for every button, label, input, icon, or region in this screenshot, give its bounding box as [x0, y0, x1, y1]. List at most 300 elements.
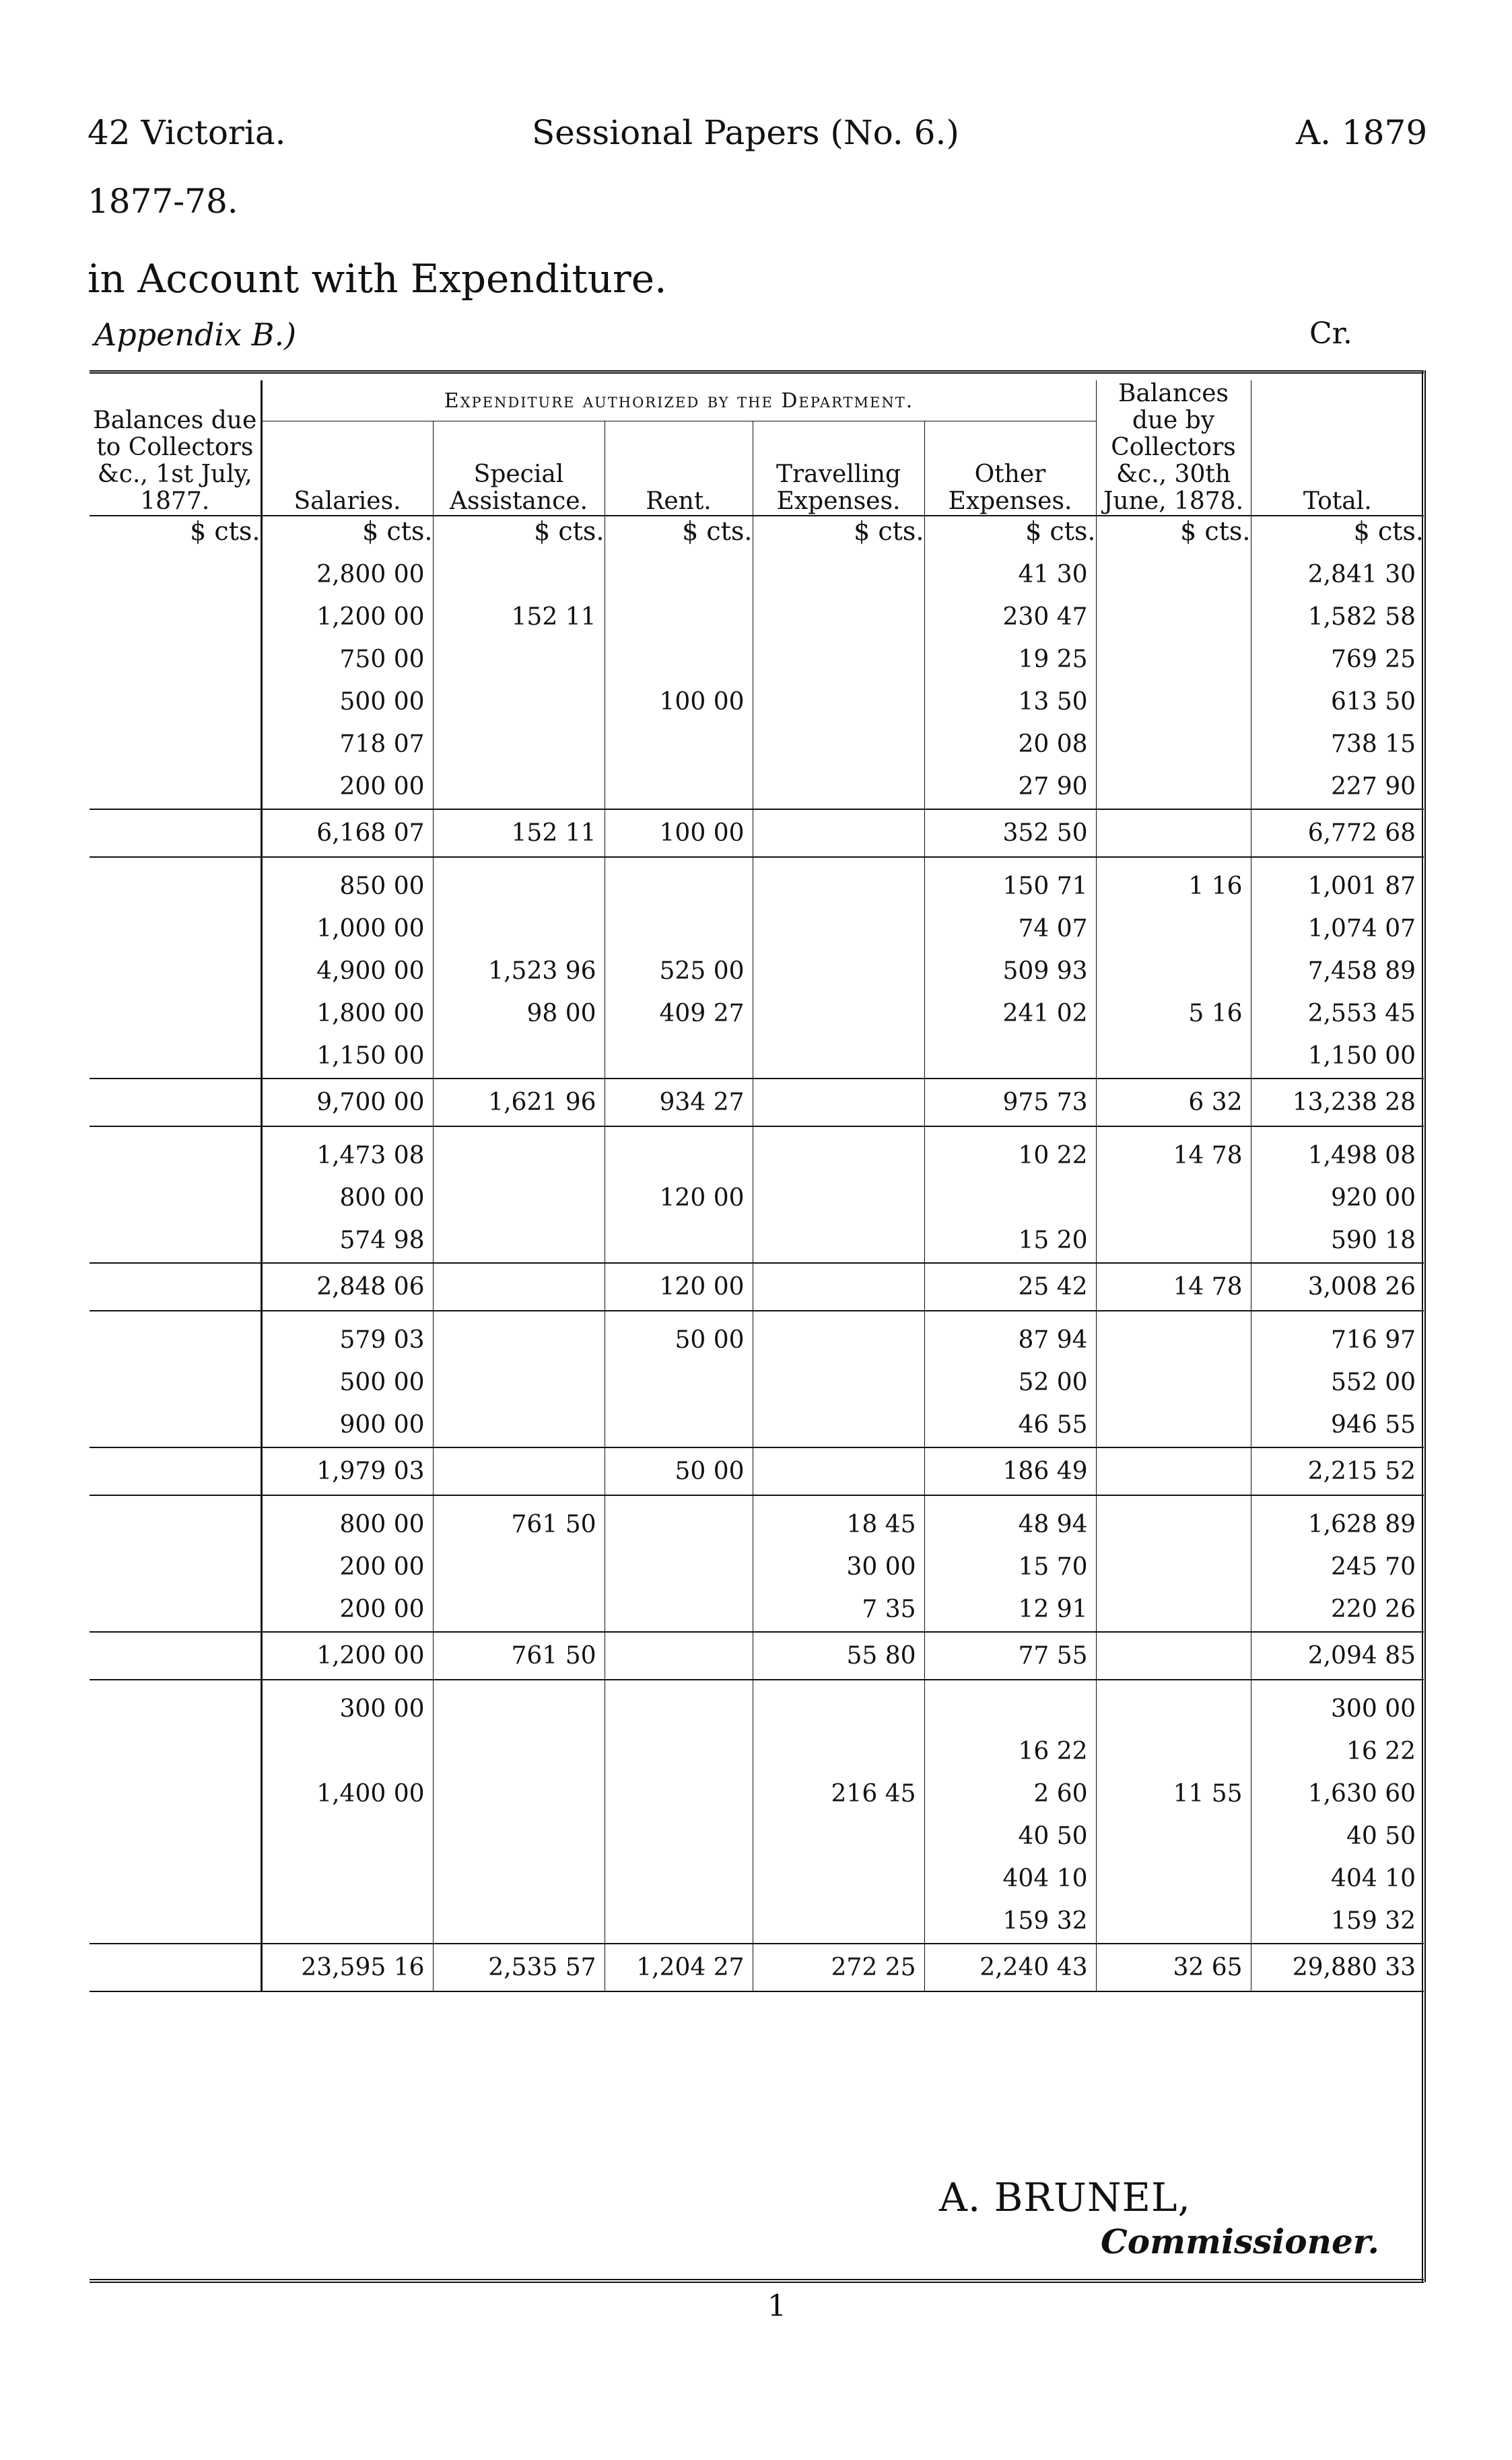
total-cell: 2,240 43 — [924, 1944, 1096, 1991]
document-title: in Account with Expenditure. — [88, 256, 667, 302]
table-cell: 1,473 08 — [316, 1142, 425, 1169]
table-cell — [433, 1538, 605, 1581]
total-cell: 1,204 27 — [605, 1944, 753, 1991]
table-row — [90, 1495, 1424, 1538]
bottom-rule — [90, 2279, 1424, 2283]
table-cell: 613 50 — [1251, 673, 1424, 716]
unit-cell: $ cts. — [1096, 516, 1251, 546]
total-cell — [90, 1263, 261, 1311]
table-cell: 1,400 00 — [316, 1780, 425, 1808]
table-cell — [1096, 943, 1251, 985]
table-cell — [605, 1581, 753, 1632]
table-cell: 2 60 — [924, 1765, 1096, 1808]
table-cell: 525 00 — [605, 943, 753, 985]
table-cell: 1,200 00 — [316, 603, 425, 631]
table-cell — [433, 1311, 605, 1354]
total-cell: 25 42 — [924, 1263, 1096, 1311]
table-cell — [753, 900, 924, 943]
table-cell — [605, 758, 753, 809]
table-cell: 1,630 60 — [1251, 1765, 1424, 1808]
table-cell — [433, 546, 605, 588]
table-row — [90, 1354, 1424, 1396]
table-cell: 7,458 89 — [1251, 943, 1424, 985]
table-cell: 19 25 — [924, 631, 1096, 673]
table-cell — [605, 1495, 753, 1538]
table-cell: 1,001 87 — [1251, 857, 1424, 900]
table-cell — [433, 631, 605, 673]
table-cell — [433, 1027, 605, 1079]
table-cell — [433, 900, 605, 943]
total-cell — [433, 1447, 605, 1495]
total-cell — [1096, 1632, 1251, 1680]
table-cell: 2,553 45 — [1251, 985, 1424, 1027]
table-row — [90, 588, 1424, 631]
total-cell: 29,880 33 — [1251, 1944, 1424, 1991]
table-cell — [1096, 1311, 1251, 1354]
table-cell — [433, 758, 605, 809]
table-cell: 227 90 — [1251, 758, 1424, 809]
table-cell — [1096, 900, 1251, 943]
table-cell — [433, 673, 605, 716]
table-cell — [753, 1680, 924, 1723]
table-cell: 574 98 — [339, 1227, 425, 1254]
table-cell — [433, 1396, 605, 1447]
table-cell: 409 27 — [605, 985, 753, 1027]
header-years: 1877-78. — [88, 182, 238, 221]
table-cell — [1096, 546, 1251, 588]
table-cell — [90, 857, 261, 900]
table-cell — [753, 758, 924, 809]
table-cell: 200 00 — [339, 1553, 425, 1581]
unit-cell: $ cts. — [261, 516, 433, 546]
table-cell: 1,628 89 — [1251, 1495, 1424, 1538]
table-row — [90, 1396, 1424, 1447]
table-cell — [433, 1808, 605, 1850]
table-cell: 500 00 — [339, 1369, 425, 1396]
table-cell — [753, 673, 924, 716]
table-cell: 150 71 — [924, 857, 1096, 900]
table-cell — [753, 588, 924, 631]
table-cell: 159 32 — [924, 1892, 1096, 1944]
total-cell: 934 27 — [605, 1079, 753, 1126]
table-cell: 98 00 — [433, 985, 605, 1027]
col-other-expenses: Other Expenses. — [924, 421, 1096, 516]
table-cell: 750 00 — [339, 646, 425, 673]
table-cell — [605, 1680, 753, 1723]
table-cell: 1,000 00 — [316, 915, 425, 943]
table-cell — [90, 1892, 261, 1944]
total-cell: 2,848 06 — [261, 1263, 433, 1311]
table-cell — [90, 1212, 261, 1263]
total-cell: 32 65 — [1096, 1944, 1251, 1991]
table-cell — [1096, 1892, 1251, 1944]
total-cell — [753, 1447, 924, 1495]
table-cell — [1096, 1169, 1251, 1212]
col-travelling-expenses: Travelling Expenses. — [753, 421, 924, 516]
table-cell: 716 97 — [1251, 1311, 1424, 1354]
table-cell: 1,074 07 — [1251, 900, 1424, 943]
expenditure-ledger — [90, 370, 1424, 1992]
table-cell: 200 00 — [339, 773, 425, 800]
table-row — [90, 1126, 1424, 1169]
col-rent: Rent. — [605, 421, 753, 516]
table-cell — [433, 857, 605, 900]
table-cell — [90, 1808, 261, 1850]
table-cell — [1096, 716, 1251, 758]
col-balances-due: Balances due to Collectors &c., 1st July, 1877. — [90, 380, 261, 516]
credit-label: Cr. — [1309, 316, 1352, 351]
table-cell: 579 03 — [339, 1326, 425, 1354]
table-cell — [753, 631, 924, 673]
unit-cell: $ cts. — [90, 516, 261, 546]
table-cell — [90, 1495, 261, 1538]
table-top-rule — [90, 370, 1424, 380]
table-cell — [90, 546, 261, 588]
signature-name: A. BRUNEL, — [939, 2175, 1191, 2220]
table-cell — [605, 1027, 753, 1079]
table-cell — [753, 857, 924, 900]
total-cell — [753, 1079, 924, 1126]
table-cell: 152 11 — [433, 588, 605, 631]
table-cell — [90, 1723, 261, 1765]
table-cell — [433, 1892, 605, 1944]
table-cell: 74 07 — [924, 900, 1096, 943]
table-cell — [433, 1581, 605, 1632]
total-cell: 352 50 — [924, 809, 1096, 857]
table-cell: 5 16 — [1096, 985, 1251, 1027]
table-cell — [90, 900, 261, 943]
table-cell: 761 50 — [433, 1495, 605, 1538]
table-cell — [753, 1396, 924, 1447]
table-cell — [605, 1765, 753, 1808]
table-cell — [605, 546, 753, 588]
table-cell — [605, 1892, 753, 1944]
table-cell — [433, 1126, 605, 1169]
table-cell — [90, 943, 261, 985]
total-cell: 2,215 52 — [1251, 1447, 1424, 1495]
table-cell: 14 78 — [1096, 1126, 1251, 1169]
total-row — [90, 1263, 1424, 1311]
table-cell — [90, 1581, 261, 1632]
ledger-body — [90, 546, 1424, 1991]
table-cell — [753, 1027, 924, 1079]
table-row — [90, 1765, 1424, 1808]
table-cell — [924, 1169, 1096, 1212]
header-center: Sessional Papers (No. 6.) — [532, 113, 959, 152]
table-cell — [90, 758, 261, 809]
table-cell — [433, 1850, 605, 1892]
table-cell — [90, 1169, 261, 1212]
table-cell — [605, 588, 753, 631]
total-cell: 1,979 03 — [261, 1447, 433, 1495]
table-cell — [924, 1680, 1096, 1723]
table-row — [90, 1169, 1424, 1212]
table-row — [90, 716, 1424, 758]
table-cell — [1096, 758, 1251, 809]
table-cell — [261, 1808, 433, 1850]
table-cell — [433, 1212, 605, 1263]
table-cell — [753, 1723, 924, 1765]
table-cell — [605, 1538, 753, 1581]
table-cell: 800 00 — [339, 1511, 425, 1538]
unit-cell: $ cts. — [605, 516, 753, 546]
total-cell — [90, 1944, 261, 1991]
table-cell: 100 00 — [605, 673, 753, 716]
table-cell: 245 70 — [1251, 1538, 1424, 1581]
total-row — [90, 1079, 1424, 1126]
table-cell — [753, 943, 924, 985]
table-cell: 41 30 — [924, 546, 1096, 588]
table-cell: 300 00 — [339, 1695, 425, 1723]
col-salaries: Salaries. — [294, 487, 401, 515]
table-cell — [924, 1027, 1096, 1079]
table-cell: 738 15 — [1251, 716, 1424, 758]
total-cell: 77 55 — [924, 1632, 1096, 1680]
table-cell — [90, 1354, 261, 1396]
table-cell: 404 10 — [1251, 1850, 1424, 1892]
total-cell: 2,094 85 — [1251, 1632, 1424, 1680]
table-cell — [753, 1354, 924, 1396]
table-cell: 552 00 — [1251, 1354, 1424, 1396]
table-cell — [1096, 1723, 1251, 1765]
table-cell — [90, 1027, 261, 1079]
units-row — [90, 516, 1424, 546]
table-cell — [605, 1354, 753, 1396]
table-cell: 16 22 — [1251, 1723, 1424, 1765]
total-cell — [90, 1079, 261, 1126]
table-cell — [433, 1169, 605, 1212]
table-cell — [753, 1850, 924, 1892]
total-cell: 23,595 16 — [261, 1944, 433, 1991]
total-cell: 186 49 — [924, 1447, 1096, 1495]
page-number: 1 — [767, 2289, 786, 2323]
total-cell: 50 00 — [605, 1447, 753, 1495]
total-cell: 6 32 — [1096, 1079, 1251, 1126]
table-cell: 40 50 — [1251, 1808, 1424, 1850]
table-cell: 30 00 — [753, 1538, 924, 1581]
total-cell — [1096, 809, 1251, 857]
table-cell: 40 50 — [924, 1808, 1096, 1850]
unit-cell: $ cts. — [433, 516, 605, 546]
table-cell: 50 00 — [605, 1311, 753, 1354]
total-cell: 55 80 — [753, 1632, 924, 1680]
table-cell: 241 02 — [924, 985, 1096, 1027]
table-cell — [605, 1126, 753, 1169]
table-cell: 300 00 — [1251, 1680, 1424, 1723]
table-cell — [1096, 1354, 1251, 1396]
table-cell — [1096, 1808, 1251, 1850]
unit-cell: $ cts. — [924, 516, 1096, 546]
table-cell — [261, 1892, 433, 1944]
table-cell: 200 00 — [339, 1596, 425, 1623]
total-cell — [90, 1632, 261, 1680]
table-cell: 590 18 — [1251, 1212, 1424, 1263]
total-cell: 1,200 00 — [261, 1632, 433, 1680]
table-row — [90, 943, 1424, 985]
total-cell: 13,238 28 — [1251, 1079, 1424, 1126]
table-cell: 7 35 — [753, 1581, 924, 1632]
table-cell — [753, 1892, 924, 1944]
table-cell: 159 32 — [1251, 1892, 1424, 1944]
table-cell — [90, 1765, 261, 1808]
table-cell — [433, 716, 605, 758]
table-cell: 1,150 00 — [316, 1042, 425, 1070]
table-cell: 15 70 — [924, 1538, 1096, 1581]
signature-title: Commissioner. — [1101, 2222, 1379, 2261]
table-cell — [753, 985, 924, 1027]
table-cell — [1096, 1212, 1251, 1263]
col-total: Total. — [1251, 380, 1424, 516]
appendix-label: Appendix B.) — [94, 316, 297, 353]
table-row — [90, 857, 1424, 900]
table-row — [90, 1892, 1424, 1944]
table-cell — [90, 588, 261, 631]
table-cell — [605, 1850, 753, 1892]
table-cell: 11 55 — [1096, 1765, 1251, 1808]
group-header-expenditure: Expenditure authorized by the Department. — [261, 380, 1096, 421]
table-cell: 220 26 — [1251, 1581, 1424, 1632]
table-row — [90, 1680, 1424, 1723]
table-cell — [1096, 1581, 1251, 1632]
table-cell — [605, 1212, 753, 1263]
total-cell — [753, 809, 924, 857]
table-cell: 1,150 00 — [1251, 1027, 1424, 1079]
table-cell — [753, 1212, 924, 1263]
table-cell: 404 10 — [924, 1850, 1096, 1892]
total-cell — [1096, 1447, 1251, 1495]
table-cell — [605, 1396, 753, 1447]
total-cell: 1,621 96 — [433, 1079, 605, 1126]
table-cell — [90, 673, 261, 716]
table-cell — [433, 1723, 605, 1765]
col-balances-by: Balances due by Collectors &c., 30th June, 1878. — [1096, 380, 1251, 516]
col-special-assistance: Special Assistance. — [433, 421, 605, 516]
table-cell: 2,841 30 — [1251, 546, 1424, 588]
table-cell — [753, 1126, 924, 1169]
table-row — [90, 900, 1424, 943]
table-cell: 920 00 — [1251, 1169, 1424, 1212]
table-cell: 718 07 — [339, 730, 425, 758]
table-row — [90, 1212, 1424, 1263]
total-row — [90, 1944, 1424, 1991]
right-border-rule — [1422, 370, 1426, 2282]
table-cell: 12 91 — [924, 1581, 1096, 1632]
total-row — [90, 809, 1424, 857]
table-cell — [90, 1680, 261, 1723]
table-cell: 10 22 — [924, 1126, 1096, 1169]
table-cell: 1,800 00 — [316, 1000, 425, 1027]
table-cell — [1096, 673, 1251, 716]
total-cell: 6,772 68 — [1251, 809, 1424, 857]
table-cell — [605, 1723, 753, 1765]
total-cell: 9,700 00 — [261, 1079, 433, 1126]
table-row — [90, 758, 1424, 809]
header-left: 42 Victoria. — [88, 113, 286, 152]
table-cell — [1096, 1680, 1251, 1723]
table-cell — [1096, 588, 1251, 631]
total-row — [90, 1632, 1424, 1680]
table-cell — [753, 1808, 924, 1850]
table-cell: 20 08 — [924, 716, 1096, 758]
table-cell: 946 55 — [1251, 1396, 1424, 1447]
table-row — [90, 985, 1424, 1027]
table-cell — [1096, 631, 1251, 673]
table-cell: 87 94 — [924, 1311, 1096, 1354]
table-cell: 16 22 — [924, 1723, 1096, 1765]
table-row — [90, 1581, 1424, 1632]
unit-cell: $ cts. — [1251, 516, 1424, 546]
table-cell — [605, 857, 753, 900]
total-cell: 272 25 — [753, 1944, 924, 1991]
table-cell — [1096, 1396, 1251, 1447]
table-cell — [90, 716, 261, 758]
header-right: A. 1879 — [1296, 113, 1428, 152]
table-cell: 1 16 — [1096, 857, 1251, 900]
table-row — [90, 673, 1424, 716]
table-cell: 13 50 — [924, 673, 1096, 716]
table-cell — [90, 631, 261, 673]
total-cell: 761 50 — [433, 1632, 605, 1680]
table-row — [90, 1723, 1424, 1765]
total-cell — [753, 1263, 924, 1311]
total-cell — [90, 809, 261, 857]
table-cell: 52 00 — [924, 1354, 1096, 1396]
table-cell — [605, 716, 753, 758]
table-cell: 1,498 08 — [1251, 1126, 1424, 1169]
expenditure-table — [90, 380, 1424, 1992]
table-row — [90, 1538, 1424, 1581]
table-cell: 46 55 — [924, 1396, 1096, 1447]
table-cell — [605, 1808, 753, 1850]
table-cell: 120 00 — [605, 1169, 753, 1212]
table-cell — [753, 546, 924, 588]
total-cell: 152 11 — [433, 809, 605, 857]
table-cell — [753, 716, 924, 758]
table-cell — [90, 1396, 261, 1447]
table-cell: 18 45 — [753, 1495, 924, 1538]
table-cell — [1096, 1850, 1251, 1892]
table-cell — [605, 900, 753, 943]
table-cell — [753, 1169, 924, 1212]
table-cell: 4,900 00 — [316, 957, 425, 985]
total-cell: 14 78 — [1096, 1263, 1251, 1311]
table-cell: 2,800 00 — [316, 561, 425, 588]
table-cell: 1,523 96 — [433, 943, 605, 985]
table-cell: 15 20 — [924, 1212, 1096, 1263]
table-cell — [433, 1765, 605, 1808]
table-cell: 769 25 — [1251, 631, 1424, 673]
table-cell: 500 00 — [339, 688, 425, 716]
total-cell: 100 00 — [605, 809, 753, 857]
table-cell: 27 90 — [924, 758, 1096, 809]
total-row — [90, 1447, 1424, 1495]
table-cell — [433, 1354, 605, 1396]
table-cell: 216 45 — [753, 1765, 924, 1808]
table-cell — [753, 1311, 924, 1354]
table-cell: 509 93 — [924, 943, 1096, 985]
table-cell — [1096, 1495, 1251, 1538]
table-cell — [261, 1723, 433, 1765]
table-cell — [433, 1680, 605, 1723]
table-cell: 1,582 58 — [1251, 588, 1424, 631]
table-row — [90, 631, 1424, 673]
unit-cell: $ cts. — [753, 516, 924, 546]
total-cell — [433, 1263, 605, 1311]
table-cell — [261, 1850, 433, 1892]
table-cell — [90, 1311, 261, 1354]
total-cell: 975 73 — [924, 1079, 1096, 1126]
total-cell — [90, 1447, 261, 1495]
